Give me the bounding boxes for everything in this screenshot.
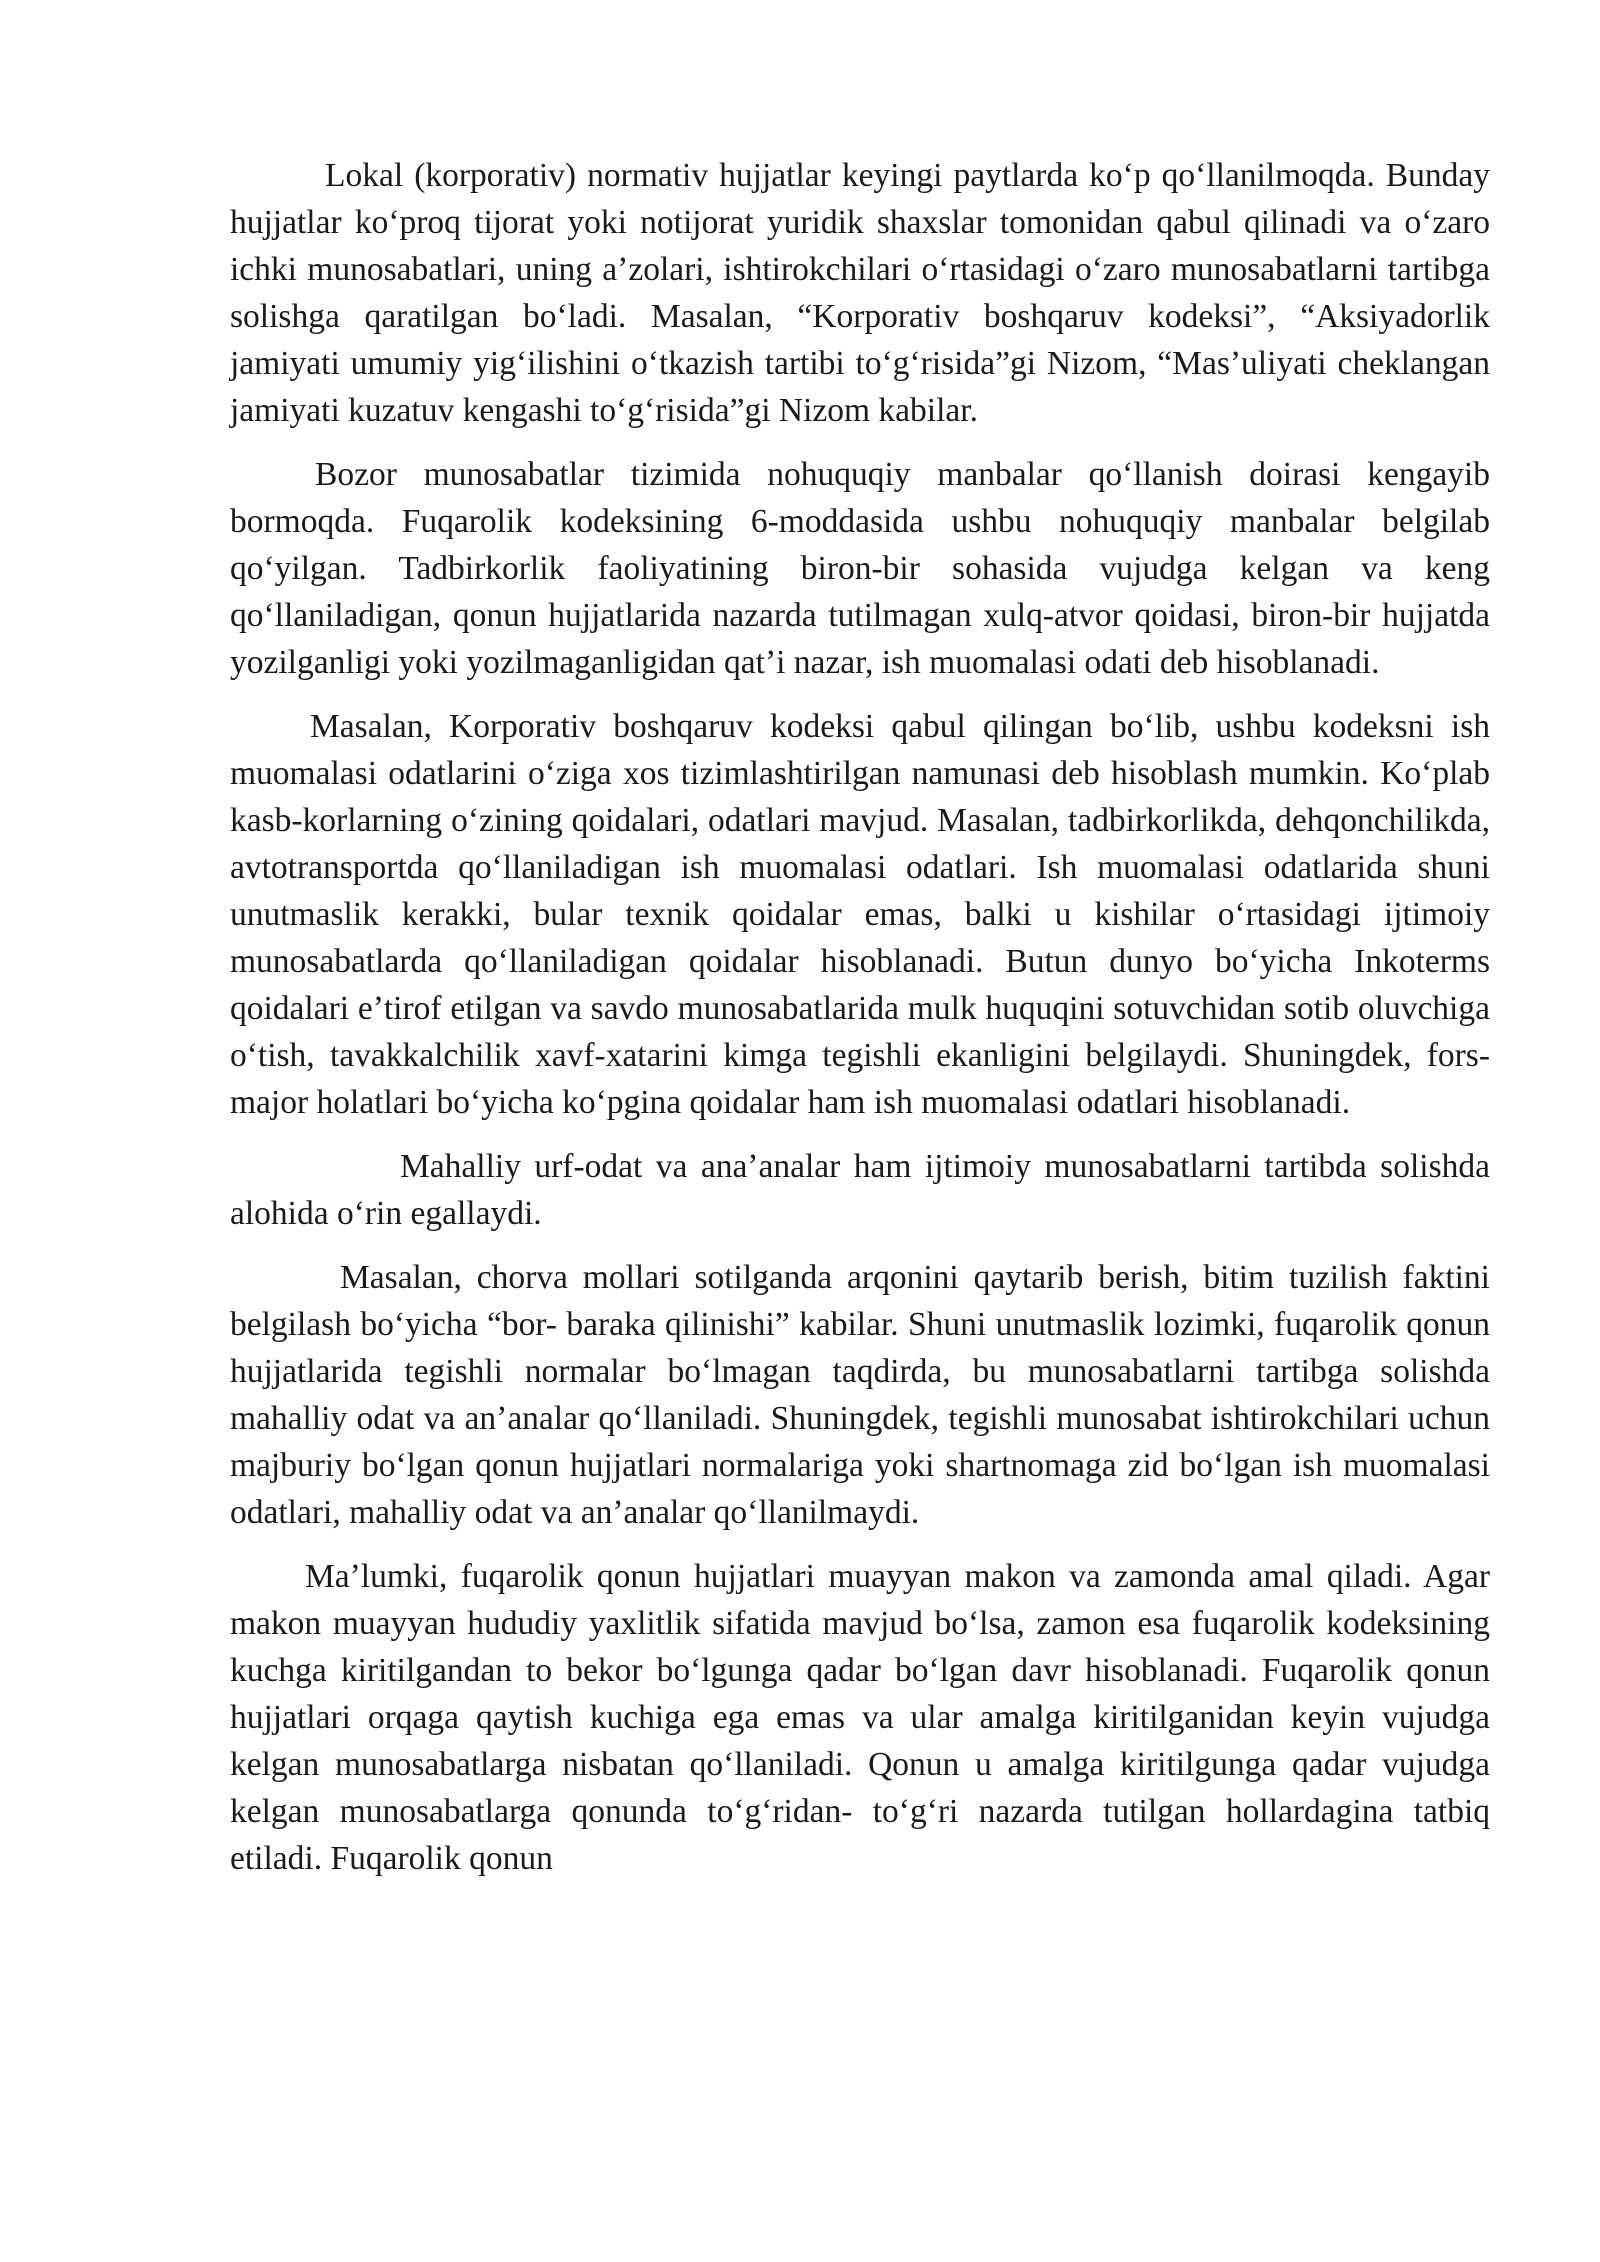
paragraph-business-customs: Masalan, Korporativ boshqaruv kodeksi qabul qilingan boʻlib, ushbu kodeksni ish muomalasi odatlarini oʻziga xos tizimlashtirilgan namunasi deb hisoblash mumkin. Koʻplab kasb-korlarning oʻzining qoidalari, odatlari mavjud. Masalan, tadbirkorlikda, dehqonchilikda, avtotransportda qoʻllaniladigan ish muomalasi odatlari. Ish muomalasi odatlarida shuni unutmaslik kerakki, bular texnik qoidalar emas, balki u kishilar oʻrtasidagi ijtimoiy munosabatlarda qoʻllaniladigan qoidalar hisoblanadi. Butun dunyo boʻyicha Inkoterms qoidalari eʼtirof etilgan va savdo munosabatlarida mulk huquqini sotuvchidan sotib oluvchiga oʻtish, tavakkalchilik xavf-xatarini kimga tegishli ekanligini belgilaydi. Shuningdek, fors-major holatlari boʻyicha koʻpgina qoidalar ham ish muomalasi odatlari hisoblanadi. xyxy=(230,708,1490,1121)
document-body xyxy=(230,152,1490,1899)
paragraph-local-traditions: Mahalliy urf-odat va anaʼanalar ham ijtimoiy munosabatlarni tartibda solishda alohida oʻrin egallaydi. xyxy=(230,1148,1490,1232)
paragraph-time-and-space: Maʼlumki, fuqarolik qonun hujjatlari muayyan makon va zamonda amal qiladi. Agar makon muayyan hududiy yaxlitlik sifatida mavjud boʻlsa, zamon esa fuqarolik kodeksining kuchga kiritilgandan to bekor boʻlgunga qadar boʻlgan davr hisoblanadi. Fuqarolik qonun hujjatlari orqaga qaytish kuchiga ega emas va ular amalga kiritilganidan keyin vujudga kelgan munosabatlarga nisbatan qoʻllaniladi. Qonun u amalga kiritilgunga qadar vujudga kelgan munosabatlarga qonunda toʻgʻridan- toʻgʻri nazarda tutilgan hollardagina tatbiq etiladi. Fuqarolik qonun xyxy=(230,1558,1490,1877)
paragraph-local-normative-acts: Lokal (korporativ) normativ hujjatlar keyingi paytlarda koʻp qoʻllanilmoqda. Bunday hujjatlar koʻproq tijorat yoki notijorat yuridik shaxslar tomonidan qabul qilinadi va oʻzaro ichki munosabatlari, uning aʼzolari, ishtirokchilari oʻrtasidagi oʻzaro munosabatlarni tartibga solishga qaratilgan boʻladi. Masalan, “Korporativ boshqaruv kodeksi”, “Aksiyadorlik jamiyati umumiy yigʻilishini oʻtkazish tartibi toʻgʻrisida”gi Nizom, “Masʼuliyati cheklangan jamiyati kuzatuv kengashi toʻgʻrisida”gi Nizom kabilar. xyxy=(230,157,1490,429)
paragraph-livestock-example: Masalan, chorva mollari sotilganda arqonini qaytarib berish, bitim tuzilish faktini belgilash boʻyicha “bor- baraka qilinishi” kabilar. Shuni unutmaslik lozimki, fuqarolik qonun hujjatlarida tegishli normalar boʻlmagan taqdirda, bu munosabatlarni tartibga solishda mahalliy odat va anʼanalar qoʻllaniladi. Shuningdek, tegishli munosabat ishtirokchilari uchun majburiy boʻlgan qonun hujjatlari normalariga yoki shartnomaga zid boʻlgan ish muomalasi odatlari, mahalliy odat va anʼanalar qoʻllanilmaydi. xyxy=(230,1259,1490,1531)
paragraph-non-legal-sources: Bozor munosabatlar tizimida nohuquqiy manbalar qoʻllanish doirasi kengayib bormoqda. Fuqarolik kodeksining 6-moddasida ushbu nohuquqiy manbalar belgilab qoʻyilgan. Tadbirkorlik faoliyatining biron-bir sohasida vujudga kelgan va keng qoʻllaniladigan, qonun hujjatlarida nazarda tutilmagan xulq-atvor qoidasi, biron-bir hujjatda yozilganligi yoki yozilmaganligidan qatʼi nazar, ish muomalasi odati deb hisoblanadi. xyxy=(230,456,1490,681)
